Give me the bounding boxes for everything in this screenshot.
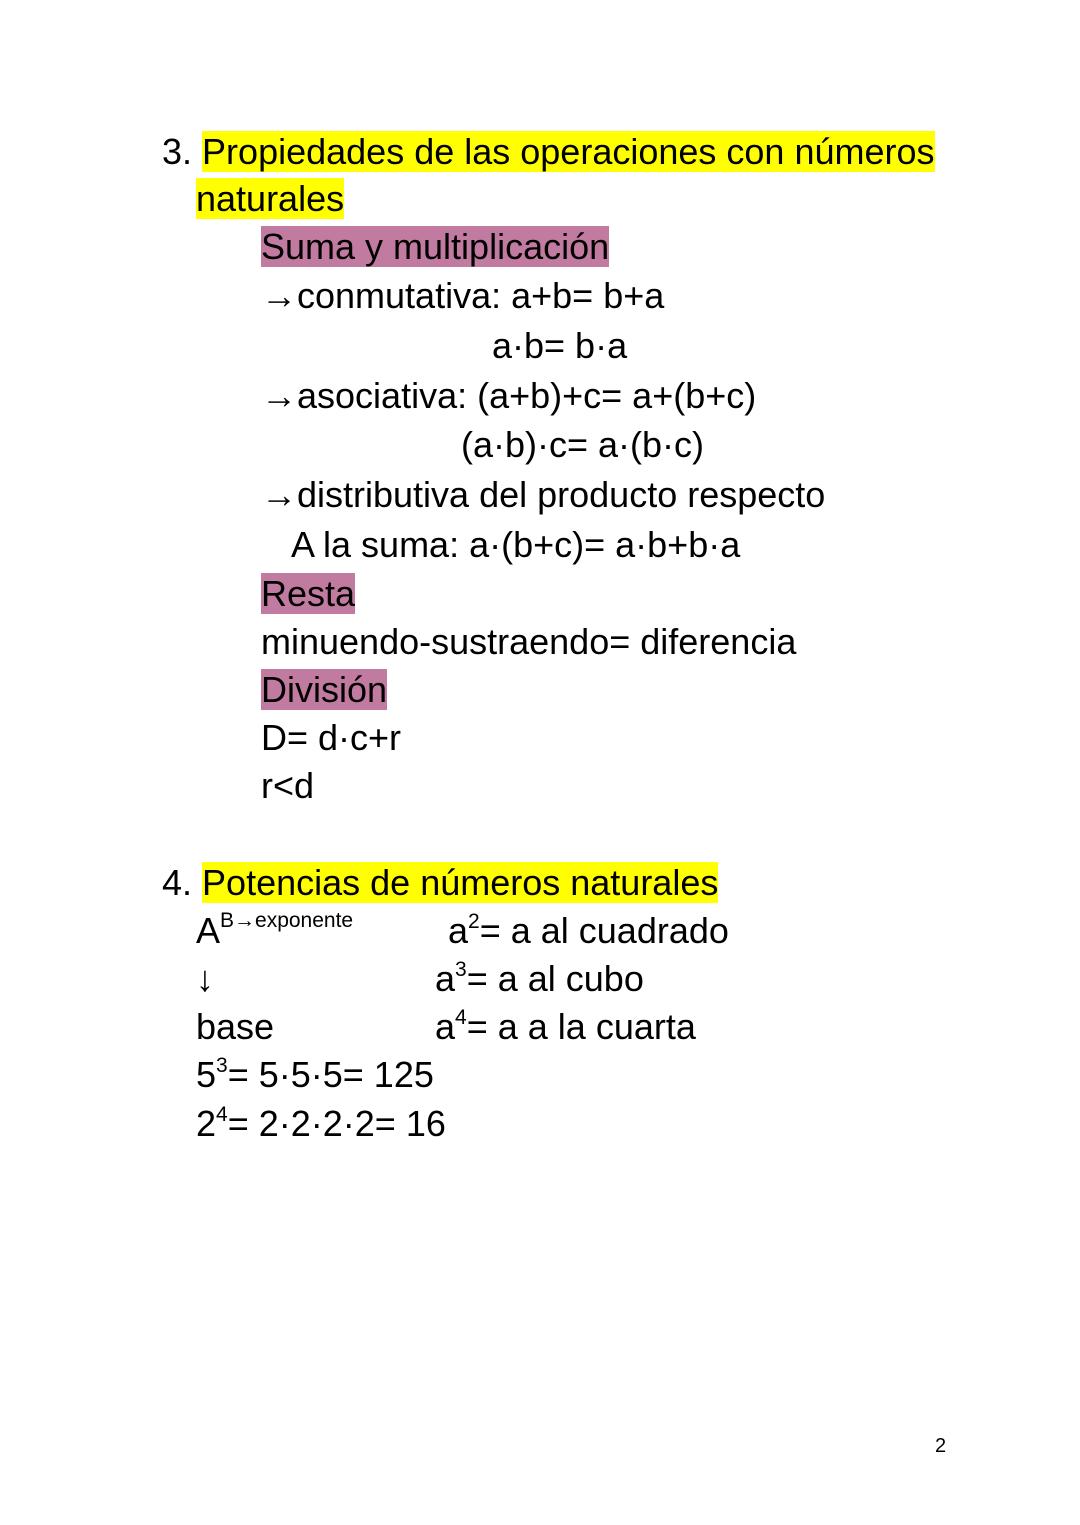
section-3-title: Propiedades de las operaciones con números: [202, 131, 935, 172]
section-3-title-continuation: naturales: [196, 178, 345, 219]
section-4-title-line: [162, 861, 718, 905]
resta-heading-line: [261, 572, 355, 616]
sum-mult-heading-line: [261, 225, 609, 269]
distributiva-line-2: A la suma: a·(b+c)= a·b+b·a: [291, 524, 741, 565]
resta-heading: Resta: [261, 573, 356, 614]
resta-formula: minuendo-sustraendo= diferencia: [261, 621, 797, 662]
distributiva-line-1: →distributiva del producto respecto: [261, 474, 826, 515]
conmutativa-line-2: a·b= b·a: [492, 325, 628, 366]
conmutativa-line-1: →conmutativa: a+b= b+a: [261, 275, 665, 316]
cube-definition: $a^3= a$ al cubo: [435, 958, 644, 999]
section-3-title-line-1: [162, 130, 935, 174]
section-3-number: 3.: [162, 131, 193, 172]
division-formula: D= d·c+r: [261, 717, 402, 758]
section-4-number: 4.: [162, 862, 193, 903]
page-number: 2: [935, 1435, 947, 1457]
sum-mult-heading: Suma y multiplicación: [261, 226, 610, 267]
power-example-1: $5^3= 5\cdot 5\cdot 5= 125$: [196, 1054, 434, 1095]
power-exponent-label: B→exponente: [220, 909, 354, 932]
down-arrow-icon: ↓: [196, 958, 214, 999]
fourth-power-definition: $a^4= a$ a la cuarta: [435, 1006, 696, 1047]
division-condition: r<d: [261, 765, 315, 806]
power-notation: [196, 909, 353, 959]
power-base-letter: A: [196, 910, 221, 951]
section-4-title: Potencias de números naturales: [202, 862, 719, 903]
division-heading-line: [261, 668, 387, 712]
power-example-2: $2^4= 2\cdot 2\cdot 2\cdot 2= 16$: [196, 1103, 446, 1144]
section-3-title-line-2: [196, 177, 344, 221]
asociativa-line-2: (a·b)·c= a·(b·c): [461, 424, 705, 465]
division-heading: División: [261, 669, 388, 710]
asociativa-line-1: →asociativa: (a+b)+c= a+(b+c): [261, 375, 757, 416]
base-label: base: [196, 1006, 275, 1047]
square-definition: $a^2= a$ al cuadrado: [448, 910, 729, 951]
